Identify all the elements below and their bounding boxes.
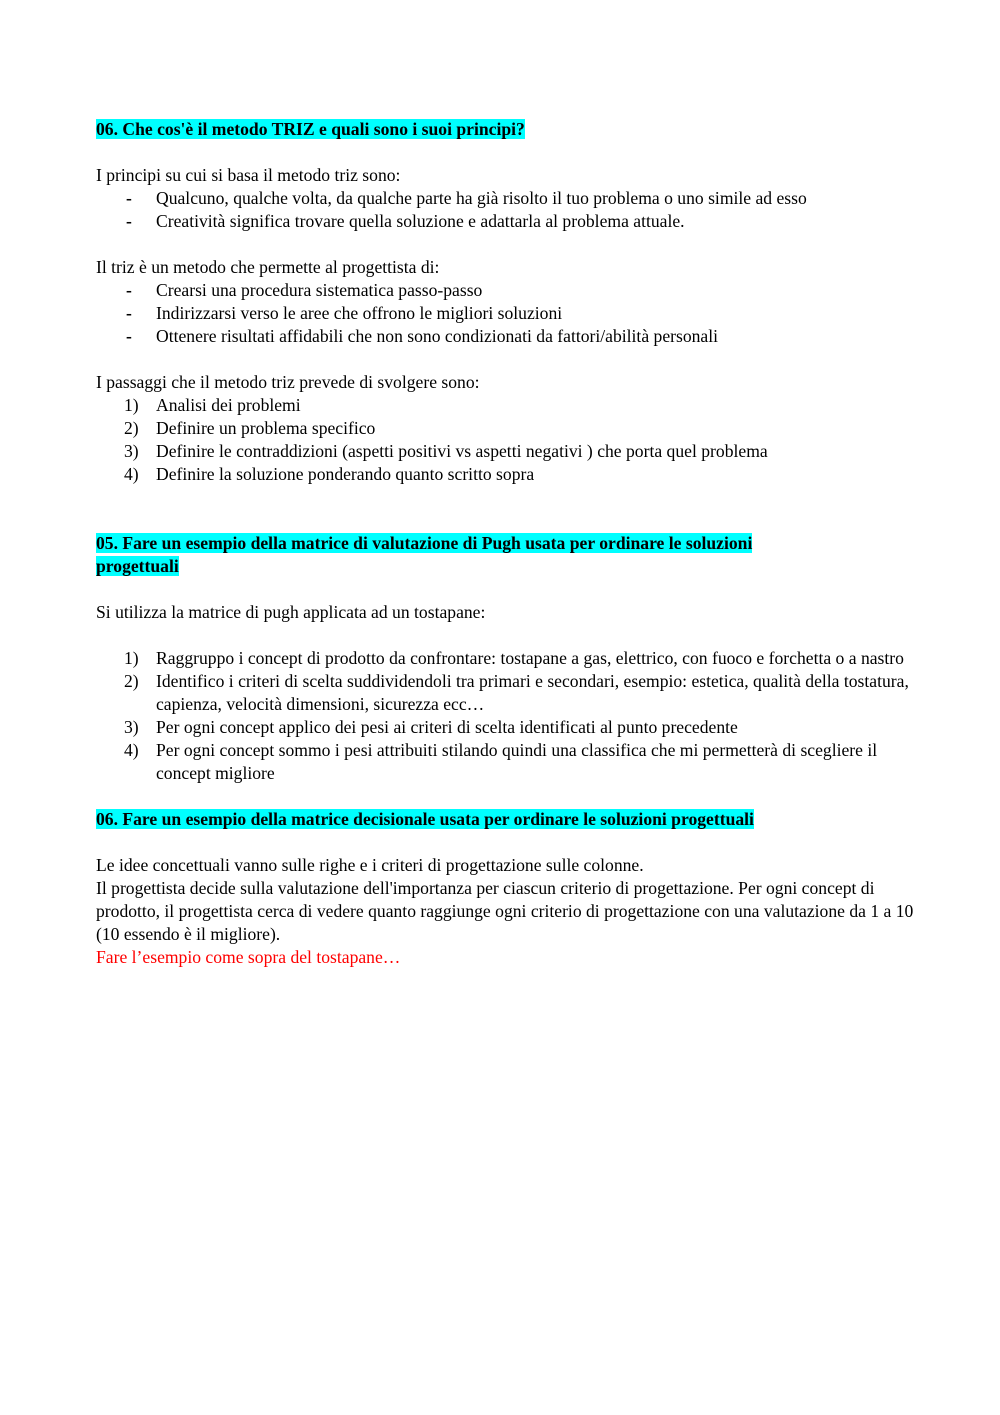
list-item: 1) Analisi dei problemi (124, 395, 301, 415)
list-item: - Crearsi una procedura sistematica passo-passo (126, 280, 483, 300)
section-3-paragraph: Il progettista decide sulla valutazione dell'importanza per ciascun criterio di progettazione. Per ogni concept di prodotto, il progettista cerca di vedere quanto raggiunge ogni criterio di progettazione con una valutazione da 1 a 10 (10 essendo è il migliore). (96, 878, 914, 944)
section-1-intro-3: I passaggi che il metodo triz prevede di svolgere sono: (96, 372, 480, 392)
section-2-title: 05. Fare un esempio della matrice di valutazione di Pugh usata per ordinare le soluzioni progettuali (96, 533, 753, 576)
section-3-note: Fare l’esempio come sopra del tostapane… (96, 947, 401, 967)
dash-marker: - (126, 188, 132, 208)
list-item: - Indirizzarsi verso le aree che offrono le migliori soluzioni (126, 303, 563, 323)
triz-principles-list (96, 187, 916, 233)
list-item: 1) Raggruppo i concept di prodotto da confrontare: tostapane a gas, elettrico, con fuoco e forchetta o a nastro (124, 648, 904, 668)
dash-marker: - (126, 303, 132, 323)
list-item: - Qualcuno, qualche volta, da qualche parte ha già risolto il tuo problema o uno simile ad esso (126, 188, 807, 208)
document-page (96, 118, 916, 969)
dash-marker: - (126, 211, 132, 231)
section-1-intro: I principi su cui si basa il metodo triz sono: (96, 165, 401, 185)
triz-benefits-list (96, 279, 916, 348)
triz-steps-list (96, 394, 916, 486)
section-3-line-1: Le idee concettuali vanno sulle righe e i criteri di progettazione sulle colonne. (96, 855, 644, 875)
list-item: 4) Per ogni concept sommo i pesi attribuiti stilando quindi una classifica che mi permetterà di scegliere il concept migliore (124, 740, 878, 783)
section-2-intro: Si utilizza la matrice di pugh applicata ad un tostapane: (96, 602, 486, 622)
dash-marker: - (126, 280, 132, 300)
list-item: - Creatività significa trovare quella soluzione e adattarla al problema attuale. (126, 211, 685, 231)
list-item: - Ottenere risultati affidabili che non sono condizionati da fattori/abilità personali (126, 326, 719, 346)
list-item: 3) Definire le contraddizioni (aspetti positivi vs aspetti negativi ) che porta quel problema (124, 441, 768, 461)
pugh-steps-list (96, 647, 916, 785)
dash-marker: - (126, 326, 132, 346)
section-3-title: 06. Fare un esempio della matrice decisionale usata per ordinare le soluzioni progettuali (96, 809, 754, 829)
section-1-title: 06. Che cos'è il metodo TRIZ e quali sono i suoi principi? (96, 119, 525, 139)
list-item: 2) Definire un problema specifico (124, 418, 376, 438)
section-1-intro-2: Il triz è un metodo che permette al progettista di: (96, 257, 440, 277)
list-item: 2) Identifico i criteri di scelta suddividendoli tra primari e secondari, esempio: estetica, qualità della tostatura, capienza, velocità dimensioni, sicurezza ecc… (124, 671, 909, 714)
list-item: 4) Definire la soluzione ponderando quanto scritto sopra (124, 464, 535, 484)
list-item: 3) Per ogni concept applico dei pesi ai criteri di scelta identificati al punto precedente (124, 717, 738, 737)
